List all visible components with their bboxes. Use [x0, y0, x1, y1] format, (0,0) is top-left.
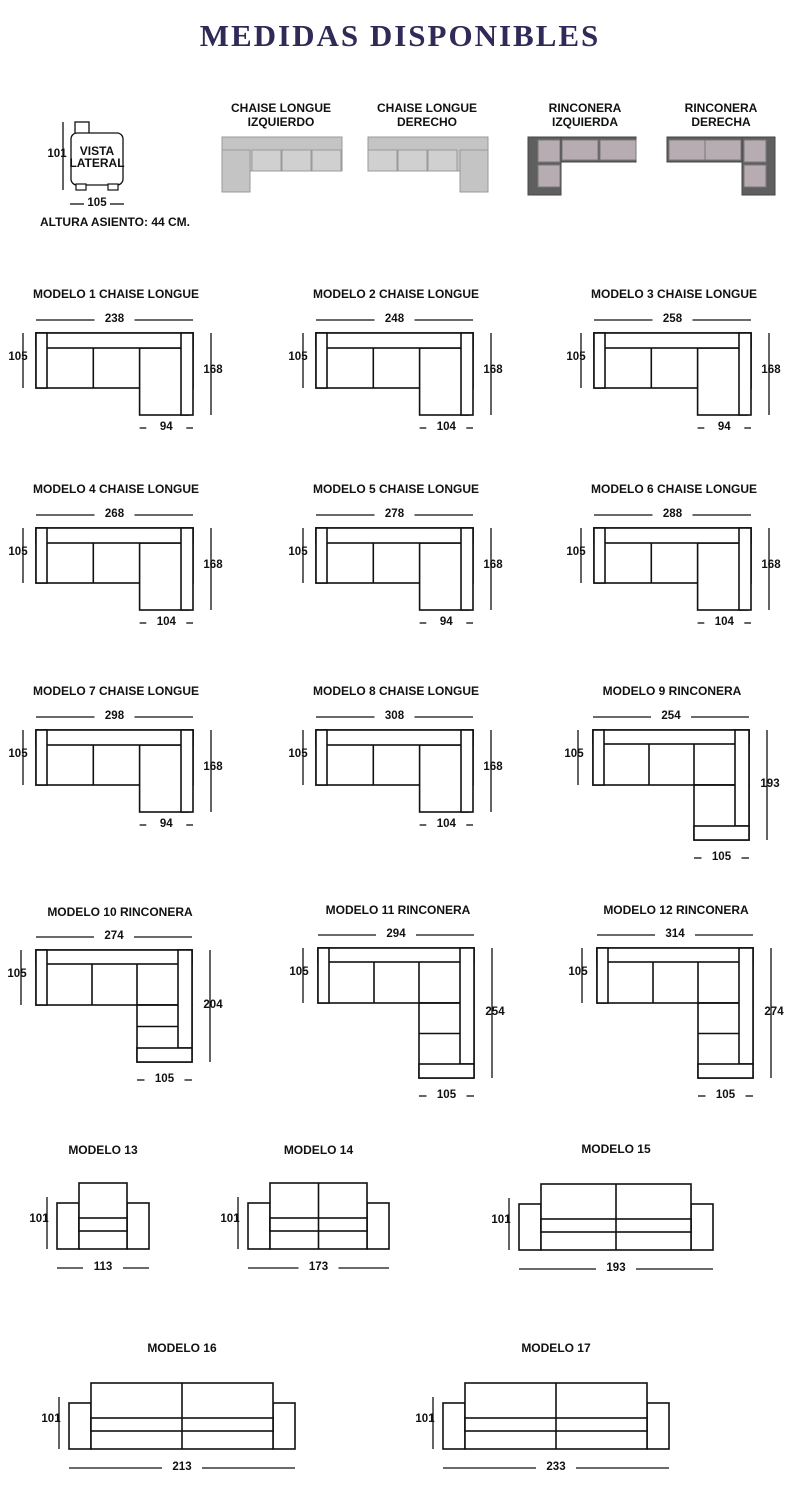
model-11-depth-dim: 105 [289, 966, 309, 978]
side-view-height: 101 [47, 148, 67, 160]
model-5-backrest [316, 528, 473, 543]
model-10-depth-dim: 105 [7, 968, 27, 980]
model-15-title: MODELO 15 [581, 1142, 651, 1156]
model-1-title: MODELO 1 CHAISE LONGUE [32, 287, 199, 301]
thumb-seat [368, 150, 397, 171]
model-16-height-dim: 101 [41, 1413, 61, 1425]
thumb-seat [398, 150, 427, 171]
model-13-backrest [79, 1183, 127, 1249]
model-9-side-arm [694, 826, 749, 840]
model-13-width-dim: 113 [93, 1261, 113, 1273]
model-13-height-dim: 101 [29, 1213, 49, 1225]
model-3-width-dim: 258 [662, 313, 683, 325]
side-view-label: VISTA [79, 144, 115, 158]
chaise-left-thumbnail-arm [222, 150, 250, 192]
model-10-width-dim: 274 [104, 930, 124, 942]
thumb-seat [744, 165, 766, 187]
thumb-seat [252, 150, 281, 171]
model-1-chaise-dim: 94 [159, 421, 173, 433]
model-8-chaise-dim: 104 [436, 818, 456, 830]
thumb-seat [669, 140, 705, 160]
model-3-depth-dim: 105 [566, 351, 586, 363]
leg-right-icon [108, 184, 118, 190]
model-9-length-dim: 193 [760, 778, 780, 790]
model-12-length-dim: 274 [764, 1006, 784, 1018]
model-15-arm-right [691, 1204, 713, 1250]
model-5-chaise-dim: 94 [439, 616, 453, 628]
model-12-depth-dim: 105 [568, 966, 588, 978]
model-17-height-dim: 101 [415, 1413, 435, 1425]
type-label-1: CHAISE LONGUE [230, 101, 331, 115]
model-7-backrest [36, 730, 193, 745]
model-6-depth-dim: 105 [566, 546, 586, 558]
model-15-width-dim: 193 [606, 1262, 626, 1274]
model-11-length-dim: 254 [485, 1006, 505, 1018]
thumb-seat [705, 140, 741, 160]
model-6-chaise-dim: 104 [714, 616, 734, 628]
model-5-title: MODELO 5 CHAISE LONGUE [312, 482, 479, 496]
model-12-backrest [597, 948, 753, 962]
model-14-width-dim: 173 [308, 1261, 329, 1273]
model-1-length-dim: 168 [203, 364, 223, 376]
model-4-backrest [36, 528, 193, 543]
model-12-width-dim: 314 [665, 928, 685, 940]
model-2-chaise-dim: 104 [436, 421, 456, 433]
model-2-backrest [316, 333, 473, 348]
type-label-4: DERECHA [691, 115, 751, 129]
side-view-label: LATERAL [69, 156, 125, 170]
model-7-width-dim: 298 [104, 710, 125, 722]
model-1-width-dim: 238 [104, 313, 125, 325]
model-13-arm-left [57, 1203, 79, 1249]
thumb-seat [282, 150, 311, 171]
model-3-length-dim: 168 [761, 364, 781, 376]
model-6-backrest [594, 528, 751, 543]
model-14-height-dim: 101 [220, 1213, 240, 1225]
model-3-title: MODELO 3 CHAISE LONGUE [590, 287, 757, 301]
type-label-3: IZQUIERDA [552, 115, 618, 129]
model-4-depth-dim: 105 [8, 546, 28, 558]
model-2-width-dim: 248 [384, 313, 405, 325]
model-4-chaise-dim: 104 [156, 616, 176, 628]
model-12-side-dim: 105 [715, 1089, 736, 1101]
model-9-side-dim: 105 [711, 851, 732, 863]
model-1-depth-dim: 105 [8, 351, 28, 363]
model-16-arm-right [273, 1403, 295, 1449]
model-11-width-dim: 294 [386, 928, 406, 940]
model-5-width-dim: 278 [384, 508, 405, 520]
model-2-title: MODELO 2 CHAISE LONGUE [312, 287, 479, 301]
model-13-title: MODELO 13 [68, 1143, 138, 1157]
model-2-length-dim: 168 [483, 364, 503, 376]
model-17-arm-right [647, 1403, 669, 1449]
model-3-backrest [594, 333, 751, 348]
model-6-width-dim: 288 [662, 508, 683, 520]
model-1-backrest [36, 333, 193, 348]
model-4-length-dim: 168 [203, 559, 223, 571]
model-14-title: MODELO 14 [283, 1143, 354, 1157]
model-17-arm-left [443, 1403, 465, 1449]
model-13-arm-right [127, 1203, 149, 1249]
model-16-title: MODELO 16 [147, 1341, 217, 1355]
thumb-seat [538, 140, 560, 162]
type-label-4: RINCONERA [684, 101, 758, 115]
model-9-width-dim: 254 [661, 710, 681, 722]
model-4-width-dim: 268 [104, 508, 125, 520]
model-2-depth-dim: 105 [288, 351, 308, 363]
model-11-backrest [318, 948, 474, 962]
model-7-depth-dim: 105 [8, 748, 28, 760]
model-3-chaise-dim: 94 [717, 421, 731, 433]
model-12-title: MODELO 12 RINCONERA [603, 903, 749, 917]
model-8-length-dim: 168 [483, 761, 503, 773]
model-10-side-dim: 105 [154, 1073, 175, 1085]
page-title: MEDIDAS DISPONIBLES [199, 18, 601, 53]
model-10-side-arm [137, 1048, 192, 1062]
thumb-seat [562, 140, 598, 160]
model-9-depth-dim: 105 [564, 748, 584, 760]
model-6-title: MODELO 6 CHAISE LONGUE [590, 482, 757, 496]
model-7-chaise-dim: 94 [159, 818, 173, 830]
model-7-length-dim: 168 [203, 761, 223, 773]
type-label-2: CHAISE LONGUE [376, 101, 477, 115]
model-14-arm-right [367, 1203, 389, 1249]
model-7-title: MODELO 7 CHAISE LONGUE [32, 684, 199, 698]
model-6-length-dim: 168 [761, 559, 781, 571]
leg-left-icon [76, 184, 86, 190]
type-label-1: IZQUIERDO [247, 115, 315, 129]
seat-height-text: ALTURA ASIENTO: 44 CM. [39, 215, 190, 229]
model-16-width-dim: 213 [172, 1461, 192, 1473]
model-14-arm-left [248, 1203, 270, 1249]
side-view-depth: 105 [87, 197, 107, 209]
thumb-seat [744, 140, 766, 162]
model-8-title: MODELO 8 CHAISE LONGUE [312, 684, 479, 698]
model-10-length-dim: 204 [203, 999, 223, 1011]
model-4-title: MODELO 4 CHAISE LONGUE [32, 482, 199, 496]
model-8-backrest [316, 730, 473, 745]
type-label-3: RINCONERA [548, 101, 622, 115]
model-10-backrest [36, 950, 192, 964]
model-8-depth-dim: 105 [288, 748, 308, 760]
model-17-title: MODELO 17 [521, 1341, 591, 1355]
model-11-side-dim: 105 [436, 1089, 457, 1101]
model-16-arm-left [69, 1403, 91, 1449]
thumb-seat [600, 140, 636, 160]
model-9-title: MODELO 9 RINCONERA [602, 684, 742, 698]
model-5-depth-dim: 105 [288, 546, 308, 558]
thumb-seat [428, 150, 457, 171]
model-17-width-dim: 233 [546, 1461, 566, 1473]
model-15-arm-left [519, 1204, 541, 1250]
model-11-side-arm [419, 1064, 474, 1078]
model-8-width-dim: 308 [384, 710, 405, 722]
model-13-seat-cushion [79, 1218, 127, 1231]
model-9-backrest [593, 730, 749, 744]
model-10-title: MODELO 10 RINCONERA [47, 905, 193, 919]
model-12-side-arm [698, 1064, 753, 1078]
type-label-2: DERECHO [396, 115, 457, 129]
model-15-height-dim: 101 [491, 1214, 511, 1226]
chaise-right-thumbnail-arm [460, 150, 488, 192]
thumb-seat [538, 165, 560, 187]
model-11-title: MODELO 11 RINCONERA [325, 903, 471, 917]
thumb-seat [312, 150, 341, 171]
model-5-length-dim: 168 [483, 559, 503, 571]
